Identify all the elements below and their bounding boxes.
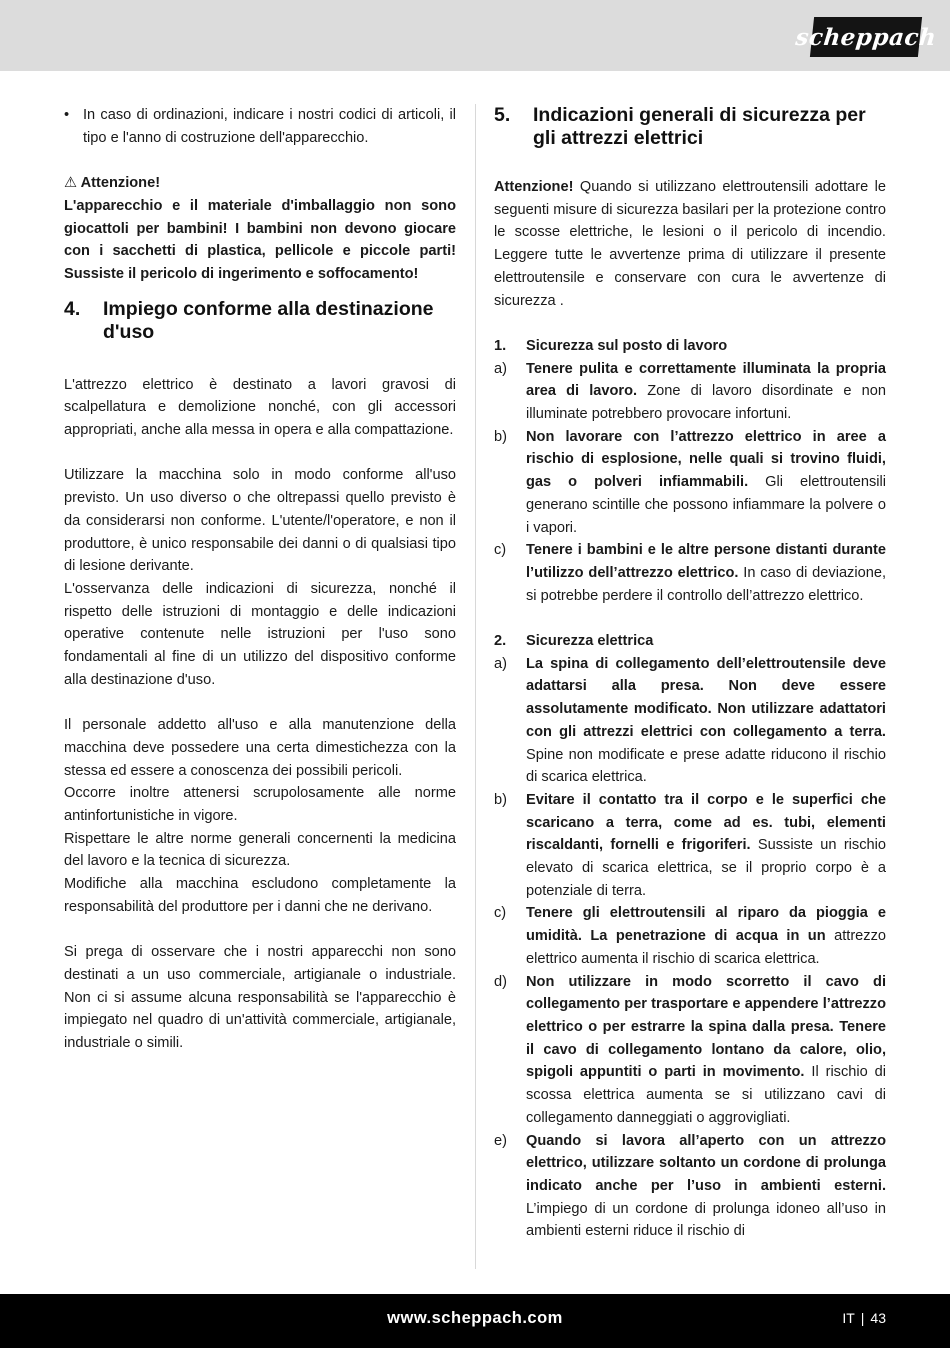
paragraph: L'attrezzo elettrico è destinato a lavori gravosi di scalpellatura e demolizione nonché, con gli accessori appropriati, anche alla messa in opera e alla compattazione.	[64, 376, 456, 439]
list-item	[494, 1130, 886, 1244]
list-item	[494, 902, 886, 970]
list-item	[494, 971, 886, 1130]
section-4-number: 4.	[64, 297, 81, 320]
footer-bar	[0, 1294, 950, 1348]
list-item	[494, 426, 886, 540]
item-bold: Quando si lavora all’aperto con un attrezzo elettrico, utilizzare soltanto un cordone di prolunga indicato anche per l’uso in ambienti esterni.	[526, 1132, 886, 1194]
safety-intro-bold: Attenzione!	[494, 179, 574, 195]
item-label: b)	[494, 428, 507, 445]
list-item	[494, 358, 886, 426]
section-5-number: 5.	[494, 104, 511, 126]
order-info-bullet	[64, 104, 456, 149]
safety-intro	[494, 176, 886, 312]
paragraph: Rispettare le altre norme generali concernenti la medicina del lavoro e la tecnica di sicurezza.	[64, 830, 456, 870]
list-item	[494, 789, 886, 903]
section-4-heading	[64, 298, 456, 344]
item-label: a)	[494, 655, 507, 672]
item-label: e)	[494, 1132, 507, 1149]
item-text: Spine non modificate e prese adatte riducono il rischio di scarica elettrica.	[526, 746, 886, 786]
item-text: Zone di lavoro disordinate e non illuminate potrebbero provocare infortuni.	[526, 383, 886, 423]
item-text: Sussiste un rischio elevato di scarica elettrica, se il proprio corpo è a potenziale di terra.	[526, 837, 886, 899]
paragraph: L'osservanza delle indicazioni di sicurezza, nonché il rispetto delle istruzioni di montaggio e delle indicazioni operative contenute nelle istruzioni per l'uso sono fondamentali al fine di un utilizzo del dispositivo conforme alla destinazione d'uso.	[64, 580, 456, 688]
item-bold: Tenere i bambini e le altre persone distanti durante l’utilizzo dell’attrezzo elettrico.	[526, 542, 886, 581]
column-divider	[475, 104, 476, 1269]
item-bold: Evitare il contatto tra il corpo e le superfici che scaricano a terra, come ad es. tubi, elementi riscaldanti, fornelli e frigoriferi.	[526, 791, 886, 854]
section-5-heading	[494, 104, 886, 150]
item-label: a)	[494, 360, 507, 377]
bullet-marker: •	[64, 107, 70, 123]
page-separator: |	[860, 1310, 865, 1326]
item-bold: Tenere gli elettroutensili al riparo da pioggia e umidità. La penetrazione di acqua in un	[526, 905, 886, 945]
subsection-1-title: Sicurezza sul posto di lavoro	[526, 337, 728, 354]
item-bold: Non utilizzare in modo scorretto il cavo di collegamento per trasportare e appendere l’attrezzo elettrico o per estrarre la spina dalla presa. Tenere il cavo di collegamento lontano da calore, olio, spigoli appuntiti o parti in movimento.	[526, 973, 886, 1081]
item-label: c)	[494, 542, 507, 559]
item-bold: Non lavorare con l’attrezzo elettrico in aree a rischio di esplosione, nelle quali si trovino fluidi, gas o polveri infiammabili.	[526, 428, 886, 491]
subsection-1-number: 1.	[494, 337, 507, 354]
warning-title-text: Attenzione!	[80, 175, 161, 192]
subsection-2-title: Sicurezza elettrica	[526, 633, 654, 650]
page-number: 43	[870, 1310, 886, 1326]
item-label: c)	[494, 905, 507, 922]
section-5-title: Indicazioni generali di sicurezza per gli attrezzi elettrici	[533, 104, 866, 149]
item-text: Gli elettroutensili generano scintille che possono infiammare la polvere o i vapori.	[526, 474, 887, 536]
item-label: d)	[494, 973, 507, 990]
item-text: Il rischio di scossa elettrica aumenta se si utilizzano cavi di collegamento danneggiati o aggrovigliati.	[526, 1064, 886, 1126]
brand-logo: scheppach	[810, 17, 922, 57]
right-column	[494, 104, 886, 1243]
item-label: b)	[494, 791, 507, 808]
item-text: attrezzo elettrico aumenta il rischio di scarica elettrica.	[526, 928, 887, 967]
item-bold: Tenere pulita e correttamente illuminata la propria area di lavoro.	[526, 360, 886, 400]
safety-intro-text: Quando si utilizzano elettroutensili adottare le seguenti misure di sicurezza basilari per la protezione contro le scosse elettriche, le lesioni o il pericolo di incendio. Leggere tutte le avvertenze prima di utilizzare il presente elettroutensile e conservare con cura le avvertenze di sicurezza .	[494, 179, 886, 309]
subsection-2-heading	[494, 630, 886, 653]
section-4-title: Impiego conforme alla destinazione d'uso	[103, 297, 434, 343]
list-item	[494, 653, 886, 789]
page-indicator	[842, 1310, 886, 1326]
subsection-2-number: 2.	[494, 633, 507, 650]
warning-title	[64, 172, 456, 195]
warning-text: L'apparecchio e il materiale d'imballaggio non sono giocattoli per bambini! I bambini non devono giocare con i sacchetti di plastica, pellicole e piccole parti! Sussiste il pericolo di ingerimento e soffocamento!	[64, 197, 456, 282]
subsection-1-heading	[494, 335, 886, 358]
warning-triangle-icon: ⚠	[64, 175, 78, 192]
paragraph: Modifiche alla macchina escludono completamente la responsabilità del produttore per i danni che ne derivano.	[64, 876, 456, 915]
paragraph: Utilizzare la macchina solo in modo conforme all'uso previsto. Un uso diverso o che oltrepassi quello previsto è da considerarsi non conforme. L'utente/l'operatore, e non il produttore, è unico responsabile dei danni o di qualsiasi tipo di lesione derivante.	[64, 467, 456, 575]
paragraph: Il personale addetto all'uso e alla manutenzione della macchina deve possedere una certa dimestichezza con la stessa ed essere a conoscenza dei possibili pericoli.	[64, 717, 456, 779]
item-text: L’impiego di un cordone di prolunga idoneo all’uso in ambienti esterni riduce il rischio di	[526, 1200, 886, 1240]
item-text: In caso di deviazione, si potrebbe perdere il controllo dell’attrezzo elettrico.	[526, 564, 887, 604]
website-link[interactable]: www.scheppach.com	[387, 1309, 563, 1327]
paragraph: Si prega di osservare che i nostri apparecchi non sono destinati a un uso commerciale, artigianale o industriale. Non ci si assume alcuna responsabilità se l'apparecchio è impiegato nel quadro di un'attività commerciale, artigianale, industriale o simili.	[64, 944, 456, 1051]
item-bold: La spina di collegamento dell’elettroutensile deve adattarsi alla presa. Non deve essere assolutamente modificato. Non utilizzare adattatori con gli attrezzi elettrici con collegamento a terra.	[526, 655, 886, 740]
bullet-text: In caso di ordinazioni, indicare i nostri codici di articoli, il tipo e l'anno di costruzione dell'apparecchio.	[83, 107, 456, 146]
list-item	[494, 539, 886, 607]
left-column	[64, 104, 456, 1055]
language-code: IT	[842, 1310, 855, 1326]
paragraph: Occorre inoltre attenersi scrupolosamente alle norme antinfortunistiche in vigore.	[64, 785, 456, 824]
